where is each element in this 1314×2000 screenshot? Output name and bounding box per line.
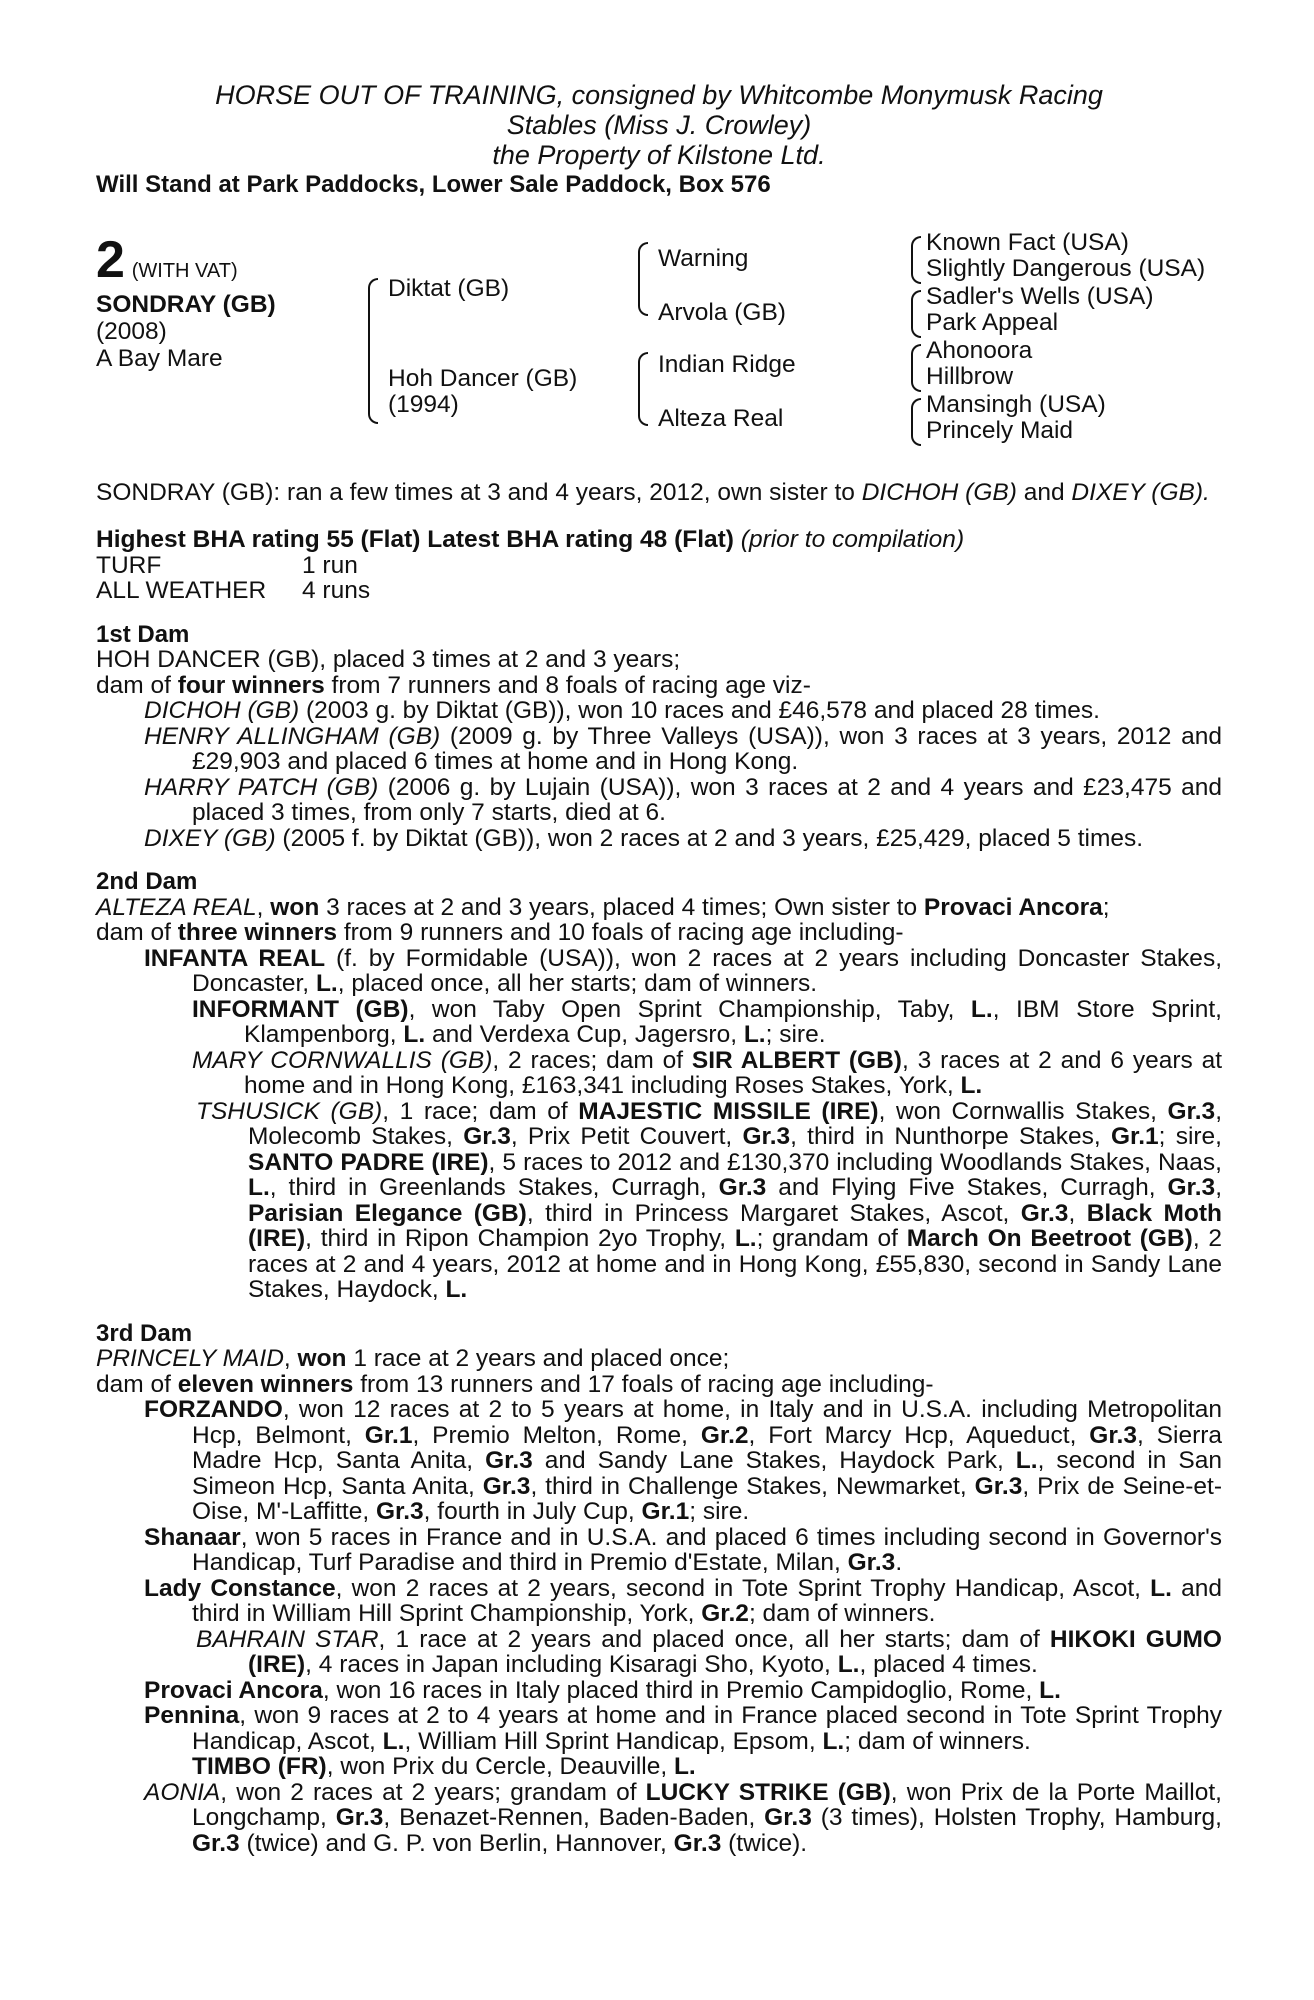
gen4-name: Park Appeal bbox=[926, 308, 1059, 336]
horse-description: A Bay Mare bbox=[96, 344, 223, 372]
produce-record: AONIA, won 2 races at 2 years; grandam of LUCKY STRIKE (GB), won Prix de la Porte Maillot, Longchamp, Gr.3, Benazet-Rennen, Baden-Baden, Gr.3 (3 times), Holsten Trophy, Hamburg, Gr.3 (twice) and G. P. von Berlin, Hannover, Gr.3 (twice). bbox=[144, 1778, 1222, 1857]
dam-dam: Alteza Real bbox=[658, 404, 784, 432]
produce-record: MARY CORNWALLIS (GB), 2 races; dam of SIR ALBERT (GB), 3 races at 2 and 6 years at home and in Hong Kong, £163,341 including Roses Stakes, York, L. bbox=[192, 1046, 1223, 1099]
consignor-line: HORSE OUT OF TRAINING, consigned by Whitcombe Monymusk Racing bbox=[215, 80, 1103, 110]
pedigree-brace bbox=[638, 242, 648, 316]
pedigree-block bbox=[96, 228, 1222, 474]
pedigree-brace bbox=[638, 352, 648, 426]
turf-record: TURF 1 run bbox=[96, 551, 358, 579]
gen4-name: Hillbrow bbox=[926, 362, 1014, 390]
bha-rating: Highest BHA rating 55 (Flat) Latest BHA rating 48 (Flat) (prior to compilation) bbox=[96, 526, 965, 553]
race-summary: SONDRAY (GB): ran a few times at 3 and 4 years, 2012, own sister to DICHOH (GB) and DIXEY (GB). bbox=[96, 478, 1210, 506]
produce-record: FORZANDO, won 12 races at 2 to 5 years at home, in Italy and in U.S.A. including Metropolitan Hcp, Belmont, Gr.1, Premio Melton, Rome, Gr.2, Fort Marcy Hcp, Aqueduct, Gr.3, Sierra Madre Hcp, Santa Anita, Gr.3 and Sandy Lane Stakes, Haydock Park, L., second in San Simeon Hcp, Santa Anita, Gr.3, third in Challenge Stakes, Newmarket, Gr.3, Prix de Seine-et-Oise, M'-Laffitte, Gr.3, fourth in July Cup, Gr.1; sire. bbox=[144, 1396, 1223, 1525]
gen4-name: Slightly Dangerous (USA) bbox=[926, 254, 1206, 282]
first-dam-heading: 1st Dam bbox=[96, 620, 190, 648]
first-dam-produce: dam of four winners from 7 runners and 8 foals of racing age viz- bbox=[96, 671, 811, 699]
dam-name: Hoh Dancer (GB) bbox=[388, 364, 578, 392]
first-dam-line: HOH DANCER (GB), placed 3 times at 2 and 3 years; bbox=[96, 646, 681, 673]
stand-location: Will Stand at Park Paddocks, Lower Sale Paddock, Box 576 bbox=[96, 171, 771, 198]
produce-record: DIXEY (GB) (2005 f. by Diktat (GB)), won 2 races at 2 and 3 years, £25,429, placed 5 times. bbox=[144, 824, 1144, 852]
pedigree-brace bbox=[911, 290, 921, 338]
produce-record: Pennina, won 9 races at 2 to 4 years at home and in France placed second in Tote Sprint Trophy Handicap, Ascot, L., William Hill Sprint Handicap, Epsom, L.; dam of winners. bbox=[144, 1702, 1222, 1755]
lot-number: 2 bbox=[96, 230, 125, 289]
gen4-name: Princely Maid bbox=[926, 416, 1074, 444]
second-dam-line: ALTEZA REAL, won 3 races at 2 and 3 years, placed 4 times; Own sister to Provaci Ancora; bbox=[96, 893, 1110, 921]
sire-name: Diktat (GB) bbox=[388, 274, 510, 302]
produce-record: HENRY ALLINGHAM (GB) (2009 g. by Three Valleys (USA)), won 3 races at 3 years, 2012 and £29,903 and placed 6 times at home and in Hong Kong. bbox=[144, 722, 1222, 775]
produce-record: Shanaar, won 5 races in France and in U.S.A. and placed 6 times including second in Governor's Handicap, Turf Paradise and third in Premio d'Estate, Milan, Gr.3. bbox=[144, 1523, 1222, 1576]
pedigree-brace bbox=[911, 236, 921, 284]
dam-sire: Indian Ridge bbox=[658, 350, 796, 378]
produce-record: Provaci Ancora, won 16 races in Italy placed third in Premio Campidoglio, Rome, L. bbox=[144, 1676, 1061, 1704]
second-dam-heading: 2nd Dam bbox=[96, 868, 198, 895]
produce-record: BAHRAIN STAR, 1 race at 2 years and placed once, all her starts; dam of HIKOKI GUMO (IRE), 4 races in Japan including Kisaragi Sho, Kyoto, L., placed 4 times. bbox=[196, 1625, 1222, 1678]
gen4-name: Mansingh (USA) bbox=[926, 390, 1106, 418]
second-dam-produce: dam of three winners from 9 runners and 10 foals of racing age including- bbox=[96, 919, 904, 946]
gen4-name: Sadler's Wells (USA) bbox=[926, 282, 1154, 310]
third-dam-line: PRINCELY MAID, won 1 race at 2 years and placed once; bbox=[96, 1345, 730, 1372]
dam-year: (1994) bbox=[388, 390, 459, 418]
gen4-name: Known Fact (USA) bbox=[926, 228, 1129, 256]
third-dam-heading: 3rd Dam bbox=[96, 1319, 193, 1347]
horse-name: SONDRAY (GB) bbox=[96, 290, 276, 318]
horse-year: (2008) bbox=[96, 317, 167, 345]
owner-line: the Property of Kilstone Ltd. bbox=[492, 140, 826, 170]
produce-record: INFORMANT (GB), won Taby Open Sprint Championship, Taby, L., IBM Store Sprint, Klampenborg, L. and Verdexa Cup, Jagersro, L.; sire. bbox=[192, 995, 1222, 1048]
lot-number-row bbox=[96, 230, 238, 289]
sire-dam: Arvola (GB) bbox=[658, 298, 786, 326]
catalogue-page bbox=[96, 80, 1222, 1856]
produce-record: Lady Constance, won 2 races at 2 years, second in Tote Sprint Trophy Handicap, Ascot, L. and third in William Hill Sprint Championship, York, Gr.2; dam of winners. bbox=[144, 1574, 1222, 1627]
third-dam-produce: dam of eleven winners from 13 runners and 17 foals of racing age including- bbox=[96, 1370, 934, 1398]
all-weather-record: ALL WEATHER 4 runs bbox=[96, 577, 371, 604]
pedigree-brace bbox=[911, 398, 921, 446]
sire-sire: Warning bbox=[658, 244, 749, 272]
pedigree-brace bbox=[911, 344, 921, 392]
produce-record: DICHOH (GB) (2003 g. by Diktat (GB)), won 10 races and £46,578 and placed 28 times. bbox=[144, 697, 1100, 724]
produce-record: INFANTA REAL (f. by Formidable (USA)), won 2 races at 2 years including Doncaster Stakes, Doncaster, L., placed once, all her starts; dam of winners. bbox=[144, 944, 1222, 997]
consignor-stables: Stables (Miss J. Crowley) bbox=[506, 110, 812, 140]
vat-label: (WITH VAT) bbox=[131, 259, 238, 282]
pedigree-brace bbox=[368, 278, 378, 424]
produce-record: TSHUSICK (GB), 1 race; dam of MAJESTIC MISSILE (IRE), won Cornwallis Stakes, Gr.3, Molecomb Stakes, Gr.3, Prix Petit Couvert, Gr.3, third in Nunthorpe Stakes, Gr.1; sire, SANTO PADRE (IRE), 5 races to 2012 and £130,370 including Woodlands Stakes, Naas, L., third in Greenlands Stakes, Curragh, Gr.3 and Flying Five Stakes, Curragh, Gr.3, Parisian Elegance (GB), third in Princess Margaret Stakes, Ascot, Gr.3, Black Moth (IRE), third in Ripon Champion 2yo Trophy, L.; grandam of March On Beetroot (GB), 2 races at 2 and 4 years, 2012 at home and in Hong Kong, £55,830, second in Sandy Lane Stakes, Haydock, L. bbox=[196, 1097, 1222, 1303]
produce-record: TIMBO (FR), won Prix du Cercle, Deauville, L. bbox=[192, 1753, 696, 1780]
produce-record: HARRY PATCH (GB) (2006 g. by Lujain (USA)), won 3 races at 2 and 4 years and £23,475 and placed 3 times, from only 7 starts, died at 6. bbox=[144, 773, 1222, 826]
gen4-name: Ahonoora bbox=[926, 336, 1033, 364]
